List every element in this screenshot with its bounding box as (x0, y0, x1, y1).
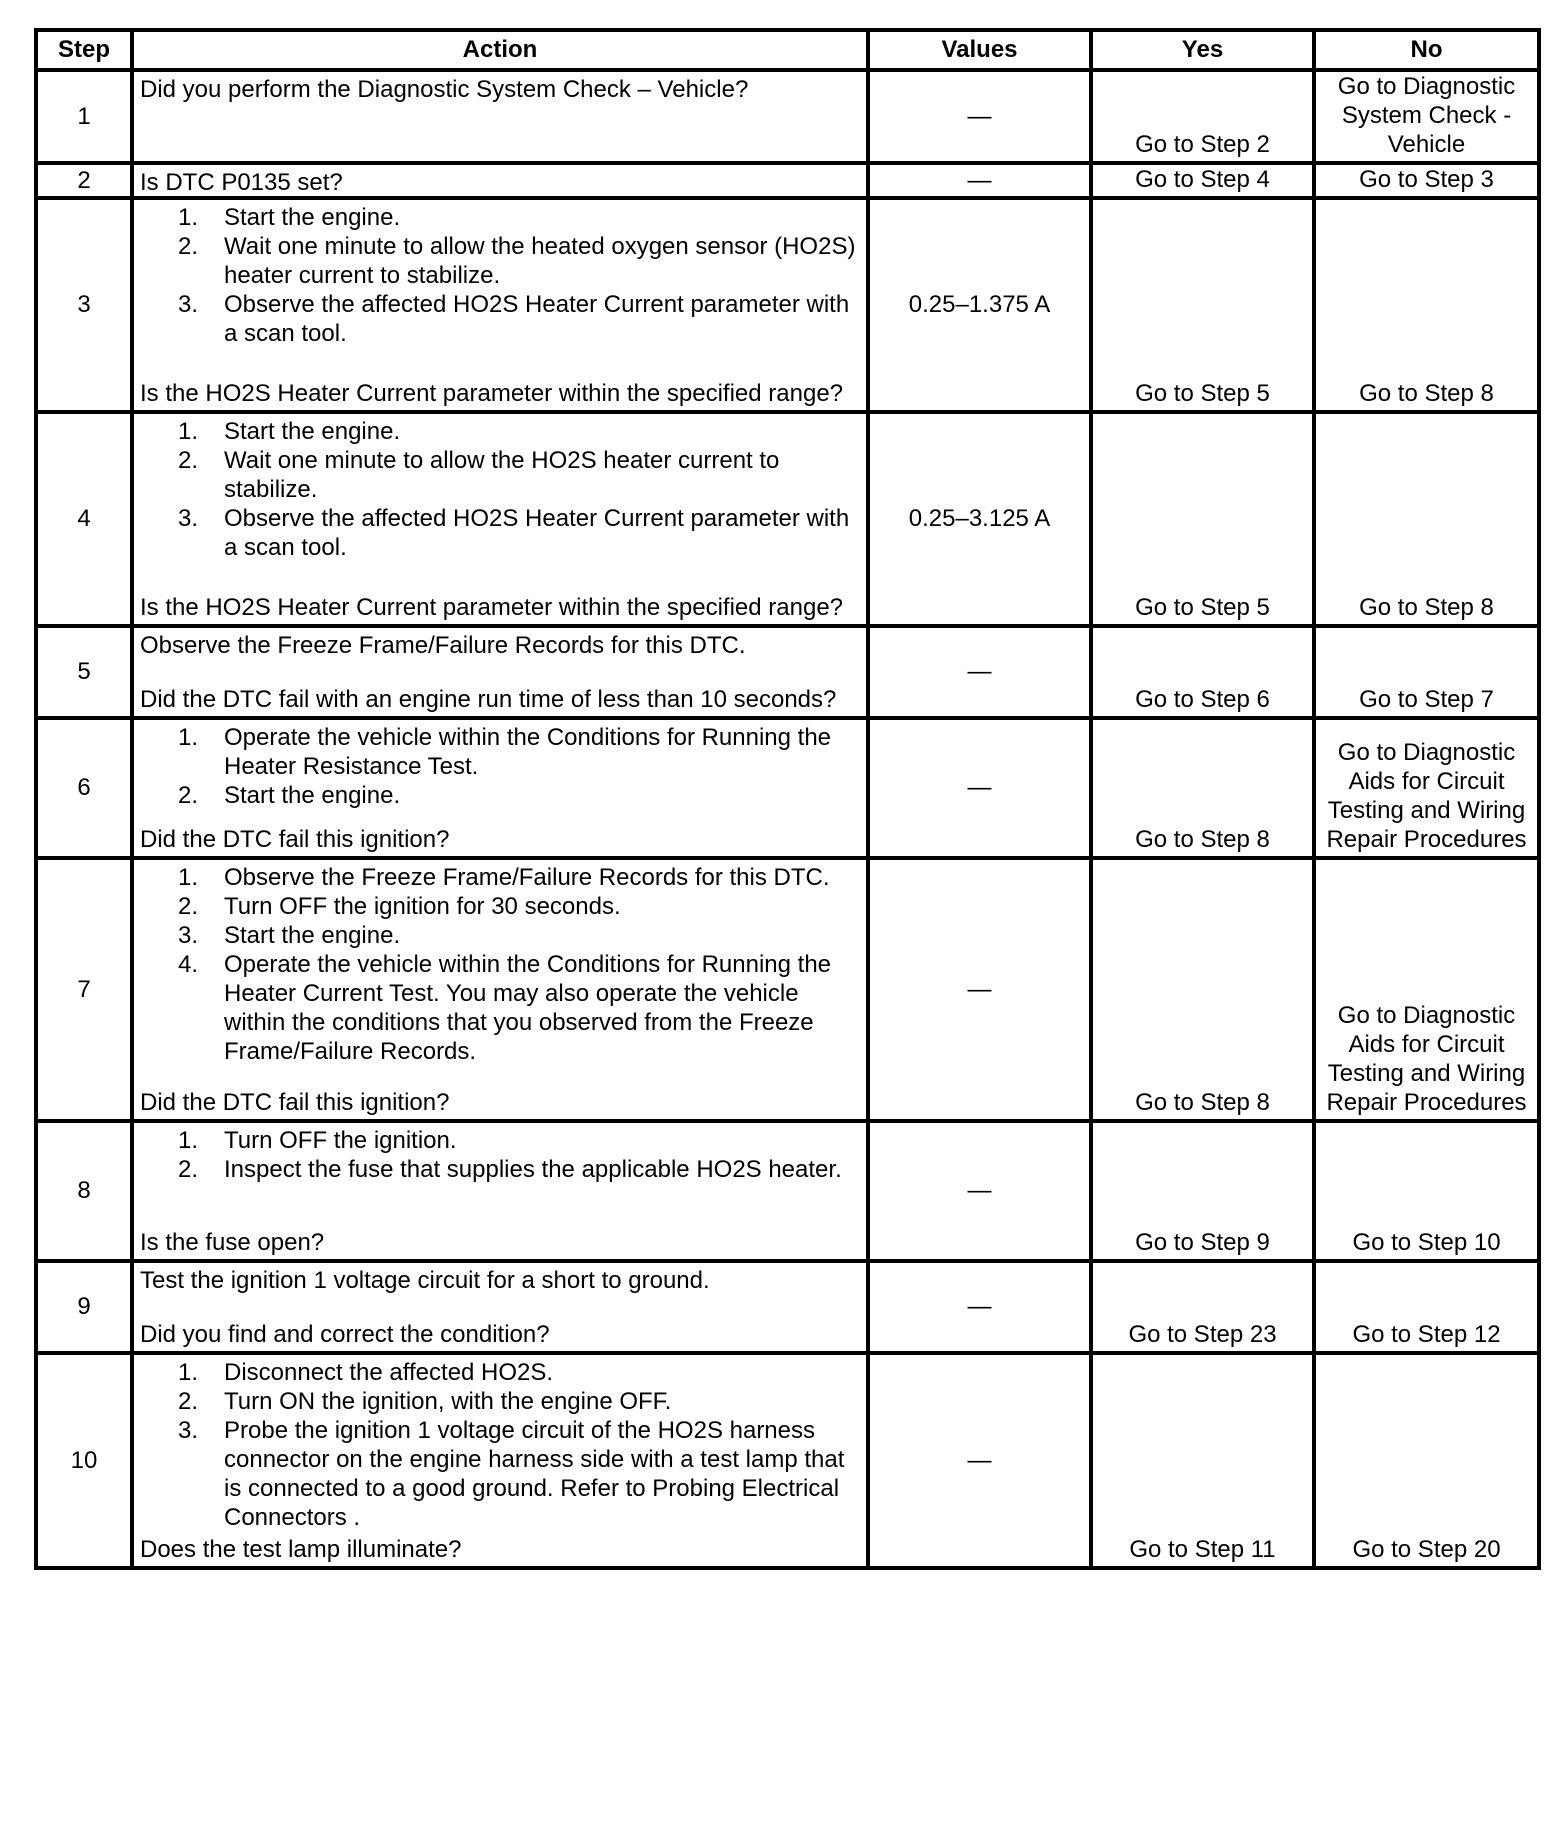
diagnostic-table (34, 28, 1541, 1570)
action-step-text: Start the engine. (224, 922, 401, 949)
action-step-item (140, 1358, 860, 1387)
action-content (140, 417, 860, 622)
action-step-text: Turn OFF the ignition. (224, 1127, 457, 1154)
action-steps-list (140, 203, 860, 348)
action-content (140, 631, 860, 714)
action-step-number: 2. (177, 893, 198, 920)
action-steps-list (140, 1126, 860, 1184)
action-cell (132, 718, 868, 858)
values-cell: — (868, 163, 1091, 198)
action-content (140, 168, 860, 194)
step-cell: 2 (36, 163, 132, 198)
action-steps-list (140, 417, 860, 562)
yes-cell: Go to Step 5 (1091, 198, 1314, 412)
action-steps-list (140, 863, 860, 1066)
action-step-text: Start the engine. (224, 782, 401, 809)
action-top (140, 1126, 860, 1184)
no-cell: Go to Step 12 (1314, 1261, 1539, 1353)
yes-cell: Go to Step 5 (1091, 412, 1314, 626)
yes-cell: Go to Step 8 (1091, 718, 1314, 858)
action-step-number: 2. (177, 1156, 198, 1183)
table-row (36, 70, 1539, 163)
header-row (36, 30, 1539, 70)
yes-cell: Go to Step 23 (1091, 1261, 1314, 1353)
table-row (36, 198, 1539, 412)
action-cell (132, 1121, 868, 1261)
table-row (36, 163, 1539, 198)
no-cell: Go to Step 10 (1314, 1121, 1539, 1261)
values-cell: — (868, 1353, 1091, 1568)
action-step-number: 2. (177, 1388, 198, 1415)
action-question: Did the DTC fail this ignition? (140, 826, 450, 853)
table-row (36, 626, 1539, 718)
action-cell (132, 70, 868, 163)
no-cell: Go to Step 7 (1314, 626, 1539, 718)
header-yes: Yes (1091, 30, 1314, 70)
action-step-text: Probe the ignition 1 voltage circuit of the HO2S harness connector on the engine harness side with a test lamp that is connected to a good ground. Refer to Probing Electrical Connectors . (224, 1417, 845, 1531)
table-row (36, 718, 1539, 858)
action-step-text: Disconnect the affected HO2S. (224, 1359, 554, 1386)
no-cell: Go to Step 20 (1314, 1353, 1539, 1568)
action-cell (132, 1261, 868, 1353)
action-cell (132, 163, 868, 198)
action-top (140, 75, 860, 104)
action-step-number: 2. (177, 233, 198, 260)
yes-cell: Go to Step 2 (1091, 70, 1314, 163)
action-content (140, 203, 860, 408)
action-top (140, 203, 860, 348)
action-step-number: 1. (177, 724, 198, 751)
action-steps-list (140, 1358, 860, 1532)
step-cell: 8 (36, 1121, 132, 1261)
action-top (140, 1358, 860, 1532)
action-question: Is the HO2S Heater Current parameter within the specified range? (140, 594, 844, 621)
action-top (140, 417, 860, 562)
action-step-item (140, 1126, 860, 1155)
action-content (140, 863, 860, 1117)
step-cell: 10 (36, 1353, 132, 1568)
yes-cell: Go to Step 8 (1091, 858, 1314, 1121)
values-cell: 0.25–1.375 A (868, 198, 1091, 412)
action-intro: Observe the Freeze Frame/Failure Records for this DTC. (140, 632, 746, 659)
action-step-text: Operate the vehicle within the Conditions for Running the Heater Resistance Test. (224, 724, 832, 780)
action-step-number: 2. (177, 782, 198, 809)
action-step-item (140, 504, 860, 562)
action-content (140, 1358, 860, 1564)
action-step-item (140, 892, 860, 921)
action-step-text: Start the engine. (224, 418, 401, 445)
action-step-item (140, 781, 860, 810)
action-step-item (140, 203, 860, 232)
no-cell: Go to Step 8 (1314, 412, 1539, 626)
action-steps-list (140, 723, 860, 810)
action-step-number: 1. (177, 1127, 198, 1154)
action-cell (132, 858, 868, 1121)
action-step-number: 3. (177, 505, 198, 532)
header-step: Step (36, 30, 132, 70)
table-row (36, 858, 1539, 1121)
action-content (140, 75, 860, 150)
action-content (140, 1126, 860, 1257)
action-content (140, 723, 860, 854)
action-step-number: 1. (177, 204, 198, 231)
action-step-number: 1. (177, 418, 198, 445)
action-step-text: Inspect the fuse that supplies the applicable HO2S heater. (224, 1156, 842, 1183)
action-step-text: Turn ON the ignition, with the engine OFF. (224, 1388, 672, 1415)
action-cell (132, 412, 868, 626)
action-question: Did you find and correct the condition? (140, 1321, 550, 1348)
values-cell: 0.25–3.125 A (868, 412, 1091, 626)
step-cell: 7 (36, 858, 132, 1121)
action-step-number: 3. (177, 1417, 198, 1444)
values-cell: — (868, 718, 1091, 858)
step-cell: 5 (36, 626, 132, 718)
action-step-item (140, 1155, 860, 1184)
values-cell: — (868, 1121, 1091, 1261)
action-step-item (140, 232, 860, 290)
no-cell: Go to Diagnostic Aids for Circuit Testing and Wiring Repair Procedures (1314, 718, 1539, 858)
action-step-item (140, 863, 860, 892)
step-cell: 4 (36, 412, 132, 626)
action-step-number: 1. (177, 864, 198, 891)
action-step-number: 1. (177, 1359, 198, 1386)
values-cell: — (868, 70, 1091, 163)
no-cell: Go to Diagnostic System Check - Vehicle (1314, 70, 1539, 163)
action-question: Did the DTC fail this ignition? (140, 1089, 450, 1116)
action-step-text: Wait one minute to allow the HO2S heater current to stabilize. (224, 447, 780, 503)
action-step-text: Observe the Freeze Frame/Failure Records for this DTC. (224, 864, 830, 891)
step-cell: 6 (36, 718, 132, 858)
action-step-number: 2. (177, 447, 198, 474)
action-step-text: Wait one minute to allow the heated oxygen sensor (HO2S) heater current to stabilize. (224, 233, 856, 289)
yes-cell: Go to Step 4 (1091, 163, 1314, 198)
action-cell (132, 626, 868, 718)
action-step-text: Observe the affected HO2S Heater Current parameter with a scan tool. (224, 505, 850, 561)
table-row (36, 412, 1539, 626)
values-cell: — (868, 858, 1091, 1121)
action-step-text: Operate the vehicle within the Conditions for Running the Heater Current Test. You may also operate the vehicle within the conditions that you observed from the Freeze Frame/Failure Records. (224, 951, 832, 1065)
action-top (140, 723, 860, 810)
action-intro: Is DTC P0135 set? (140, 169, 343, 196)
action-step-item (140, 1387, 860, 1416)
action-content (140, 1266, 860, 1349)
action-intro: Did you perform the Diagnostic System Check – Vehicle? (140, 76, 749, 103)
action-step-item (140, 446, 860, 504)
action-question: Is the fuse open? (140, 1229, 325, 1256)
action-question: Did the DTC fail with an engine run time of less than 10 seconds? (140, 686, 837, 713)
action-step-item (140, 921, 860, 950)
no-cell: Go to Diagnostic Aids for Circuit Testing and Wiring Repair Procedures (1314, 858, 1539, 1121)
action-question: Does the test lamp illuminate? (140, 1536, 462, 1563)
action-step-item (140, 723, 860, 781)
step-cell: 9 (36, 1261, 132, 1353)
action-intro: Test the ignition 1 voltage circuit for a short to ground. (140, 1267, 710, 1294)
action-cell (132, 198, 868, 412)
action-question: Is the HO2S Heater Current parameter within the specified range? (140, 380, 844, 407)
action-step-text: Observe the affected HO2S Heater Current parameter with a scan tool. (224, 291, 850, 347)
action-top (140, 1266, 860, 1295)
no-cell: Go to Step 8 (1314, 198, 1539, 412)
action-step-number: 4. (177, 951, 198, 978)
action-step-item (140, 290, 860, 348)
values-cell: — (868, 1261, 1091, 1353)
step-cell: 1 (36, 70, 132, 163)
table-row (36, 1353, 1539, 1568)
no-cell: Go to Step 3 (1314, 163, 1539, 198)
yes-cell: Go to Step 11 (1091, 1353, 1314, 1568)
table-row (36, 1261, 1539, 1353)
action-step-text: Start the engine. (224, 204, 401, 231)
step-cell: 3 (36, 198, 132, 412)
yes-cell: Go to Step 6 (1091, 626, 1314, 718)
action-cell (132, 1353, 868, 1568)
action-step-number: 3. (177, 291, 198, 318)
yes-cell: Go to Step 9 (1091, 1121, 1314, 1261)
values-cell: — (868, 626, 1091, 718)
header-action: Action (132, 30, 868, 70)
action-top (140, 168, 860, 197)
header-no: No (1314, 30, 1539, 70)
action-top (140, 863, 860, 1066)
action-step-item (140, 1416, 860, 1532)
header-values: Values (868, 30, 1091, 70)
action-step-text: Turn OFF the ignition for 30 seconds. (224, 893, 621, 920)
action-step-number: 3. (177, 922, 198, 949)
action-step-item (140, 950, 860, 1066)
table-row (36, 1121, 1539, 1261)
action-step-item (140, 417, 860, 446)
action-top (140, 631, 860, 660)
